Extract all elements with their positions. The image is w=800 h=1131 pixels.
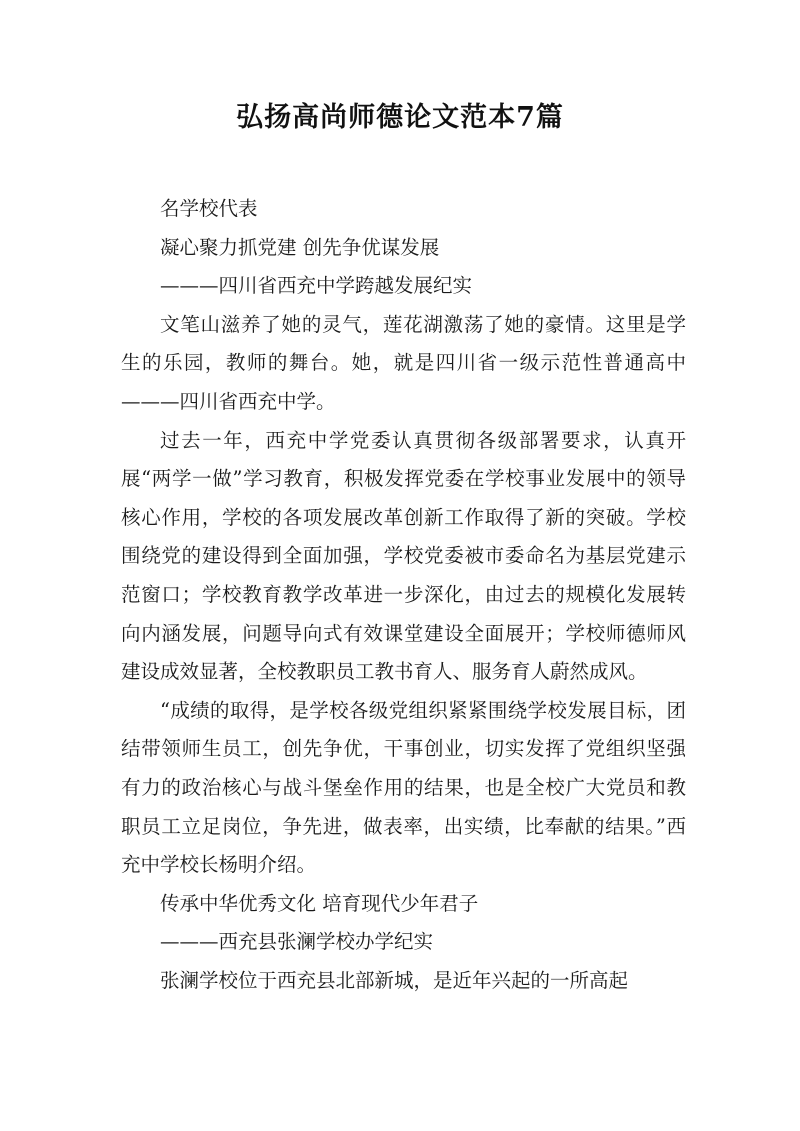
document-title: 弘扬高尚师德论文范本7篇 <box>236 102 564 133</box>
paragraph: 名学校代表 <box>160 197 258 220</box>
paragraph: 文笔山滋养了她的灵气，莲花湖激荡了她的豪情。这里是学生的乐园，教师的舞台。她，就是四川省一级示范性普通高中———四川省西充中学。 <box>121 312 686 413</box>
paragraph: ———四川省西充中学跨越发展纪实 <box>160 274 473 298</box>
paragraph: 过去一年，西充中学党委认真贯彻各级部署要求，认真开展“两学一做”学习教育，积极发挥党委在学校事业发展中的领导核心作用，学校的各项发展改革创新工作取得了新的突破。学校围绕党的建设得到全面加强，学校党委被市委命名为基层党建示范窗口；学校教育教学改革进一步深化，由过去的规模化发展转向内涵发展，问题导向式有效课堂建设全面展开；学校师德师风建设成效显著，全校教职员工教书育人、服务育人蔚然成风。 <box>121 428 686 684</box>
paragraph: ———西充县张澜学校办学纪实 <box>160 930 434 954</box>
document-body <box>121 190 686 1000</box>
paragraph: 张澜学校位于西充县北部新城，是近年兴起的一所高起 <box>160 968 629 992</box>
paragraph: 凝心聚力抓党建 创先争优谋发展 <box>160 235 440 259</box>
paragraph: “成绩的取得，是学校各级党组织紧紧围绕学校发展目标，团结带领师生员工，创先争优，干事创业，切实发挥了党组织坚强有力的政治核心与战斗堡垒作用的结果，也是全校广大党员和教职员工立足岗位，争先进，做表率，出实绩，比奉献的结果。”西充中学校长杨明介绍。 <box>121 698 686 877</box>
paragraph: 传承中华优秀文化 培育现代少年君子 <box>160 891 479 915</box>
